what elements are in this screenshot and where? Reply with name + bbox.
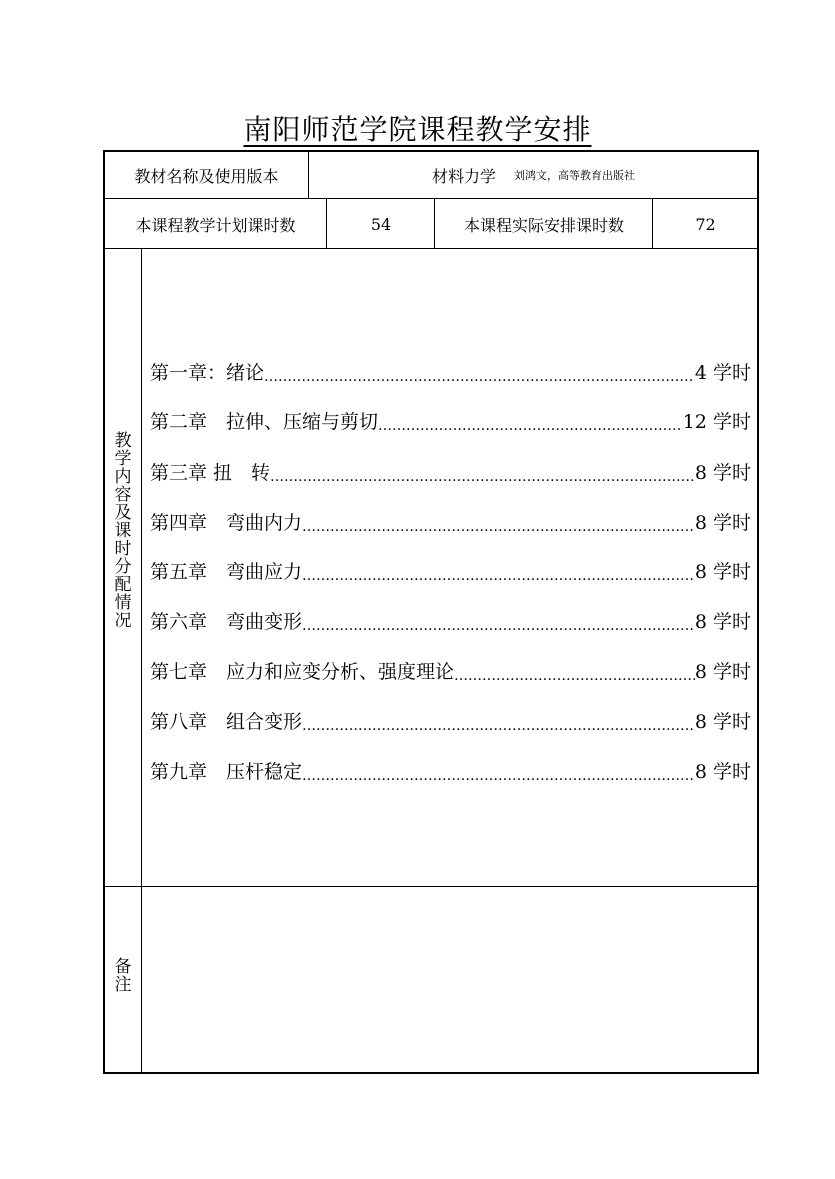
- chapter-row: [150, 554, 751, 584]
- chapter-hours: 8 学时: [694, 462, 751, 484]
- chapter-name: 第九章 压杆稳定: [150, 761, 303, 783]
- chapter-name: 第八章 组合变形: [150, 711, 303, 733]
- column-divider: [326, 198, 327, 249]
- content-label: 教 学 内 容 及 课 时 分 配 情 况: [114, 431, 132, 631]
- column-divider: [652, 198, 653, 249]
- textbook-name: 材料力学: [431, 166, 496, 186]
- chapter-hours: 8 学时: [694, 661, 751, 683]
- planned-hours-label: 本课程教学计划课时数: [135, 215, 296, 235]
- textbook-label: 教材名称及使用版本: [134, 166, 279, 186]
- chapter-name: 第五章 弯曲应力: [150, 561, 303, 583]
- dot-leader: [378, 412, 683, 434]
- chapter-name: 第三章 扭 转: [150, 462, 271, 484]
- chapter-hours: 12 学时: [682, 411, 751, 433]
- page-title: 南阳师范学院课程教学安排: [243, 113, 592, 146]
- actual-hours-label: 本课程实际安排课时数: [463, 215, 624, 235]
- chapter-hours: 8 学时: [694, 761, 751, 783]
- dot-leader: [302, 513, 695, 535]
- chapter-hours: 4 学时: [694, 362, 751, 384]
- chapter-name: 第七章 应力和应变分析、强度理论: [150, 661, 455, 683]
- column-divider: [308, 150, 309, 199]
- chapter-hours: 8 学时: [694, 561, 751, 583]
- dot-leader: [454, 662, 695, 684]
- chapter-row: [150, 654, 751, 684]
- chapter-row: [150, 704, 751, 734]
- chapter-hours: 8 学时: [694, 711, 751, 733]
- row-divider: [103, 886, 759, 887]
- chapter-name: 第一章：绪论: [150, 362, 265, 384]
- textbook-value: [310, 152, 757, 198]
- chapter-name: 第四章 弯曲内力: [150, 512, 303, 534]
- dot-leader: [302, 762, 695, 784]
- dot-leader: [302, 562, 695, 584]
- dot-leader: [264, 363, 695, 385]
- chapter-hours: 8 学时: [694, 611, 751, 633]
- actual-hours-value: 72: [695, 214, 716, 234]
- chapter-row: [150, 604, 751, 634]
- chapter-row: [150, 355, 751, 385]
- dot-leader: [270, 463, 695, 485]
- chapter-row: [150, 754, 751, 784]
- chapter-hours: 8 学时: [694, 512, 751, 534]
- dot-leader: [302, 612, 695, 634]
- planned-hours-value: 54: [370, 214, 392, 234]
- column-divider: [434, 198, 435, 249]
- chapter-row: [150, 404, 751, 434]
- chapter-name: 第二章 拉伸、压缩与剪切: [150, 411, 379, 433]
- textbook-edition: 刘鸿文，高等教育出版社: [514, 169, 635, 182]
- dot-leader: [302, 712, 695, 734]
- remarks-label: 备 注: [114, 957, 132, 995]
- column-divider: [141, 248, 142, 1074]
- row-divider: [103, 198, 759, 199]
- chapter-row: [150, 505, 751, 535]
- chapter-name: 第六章 弯曲变形: [150, 611, 303, 633]
- row-divider: [103, 248, 759, 249]
- chapter-row: [150, 455, 751, 485]
